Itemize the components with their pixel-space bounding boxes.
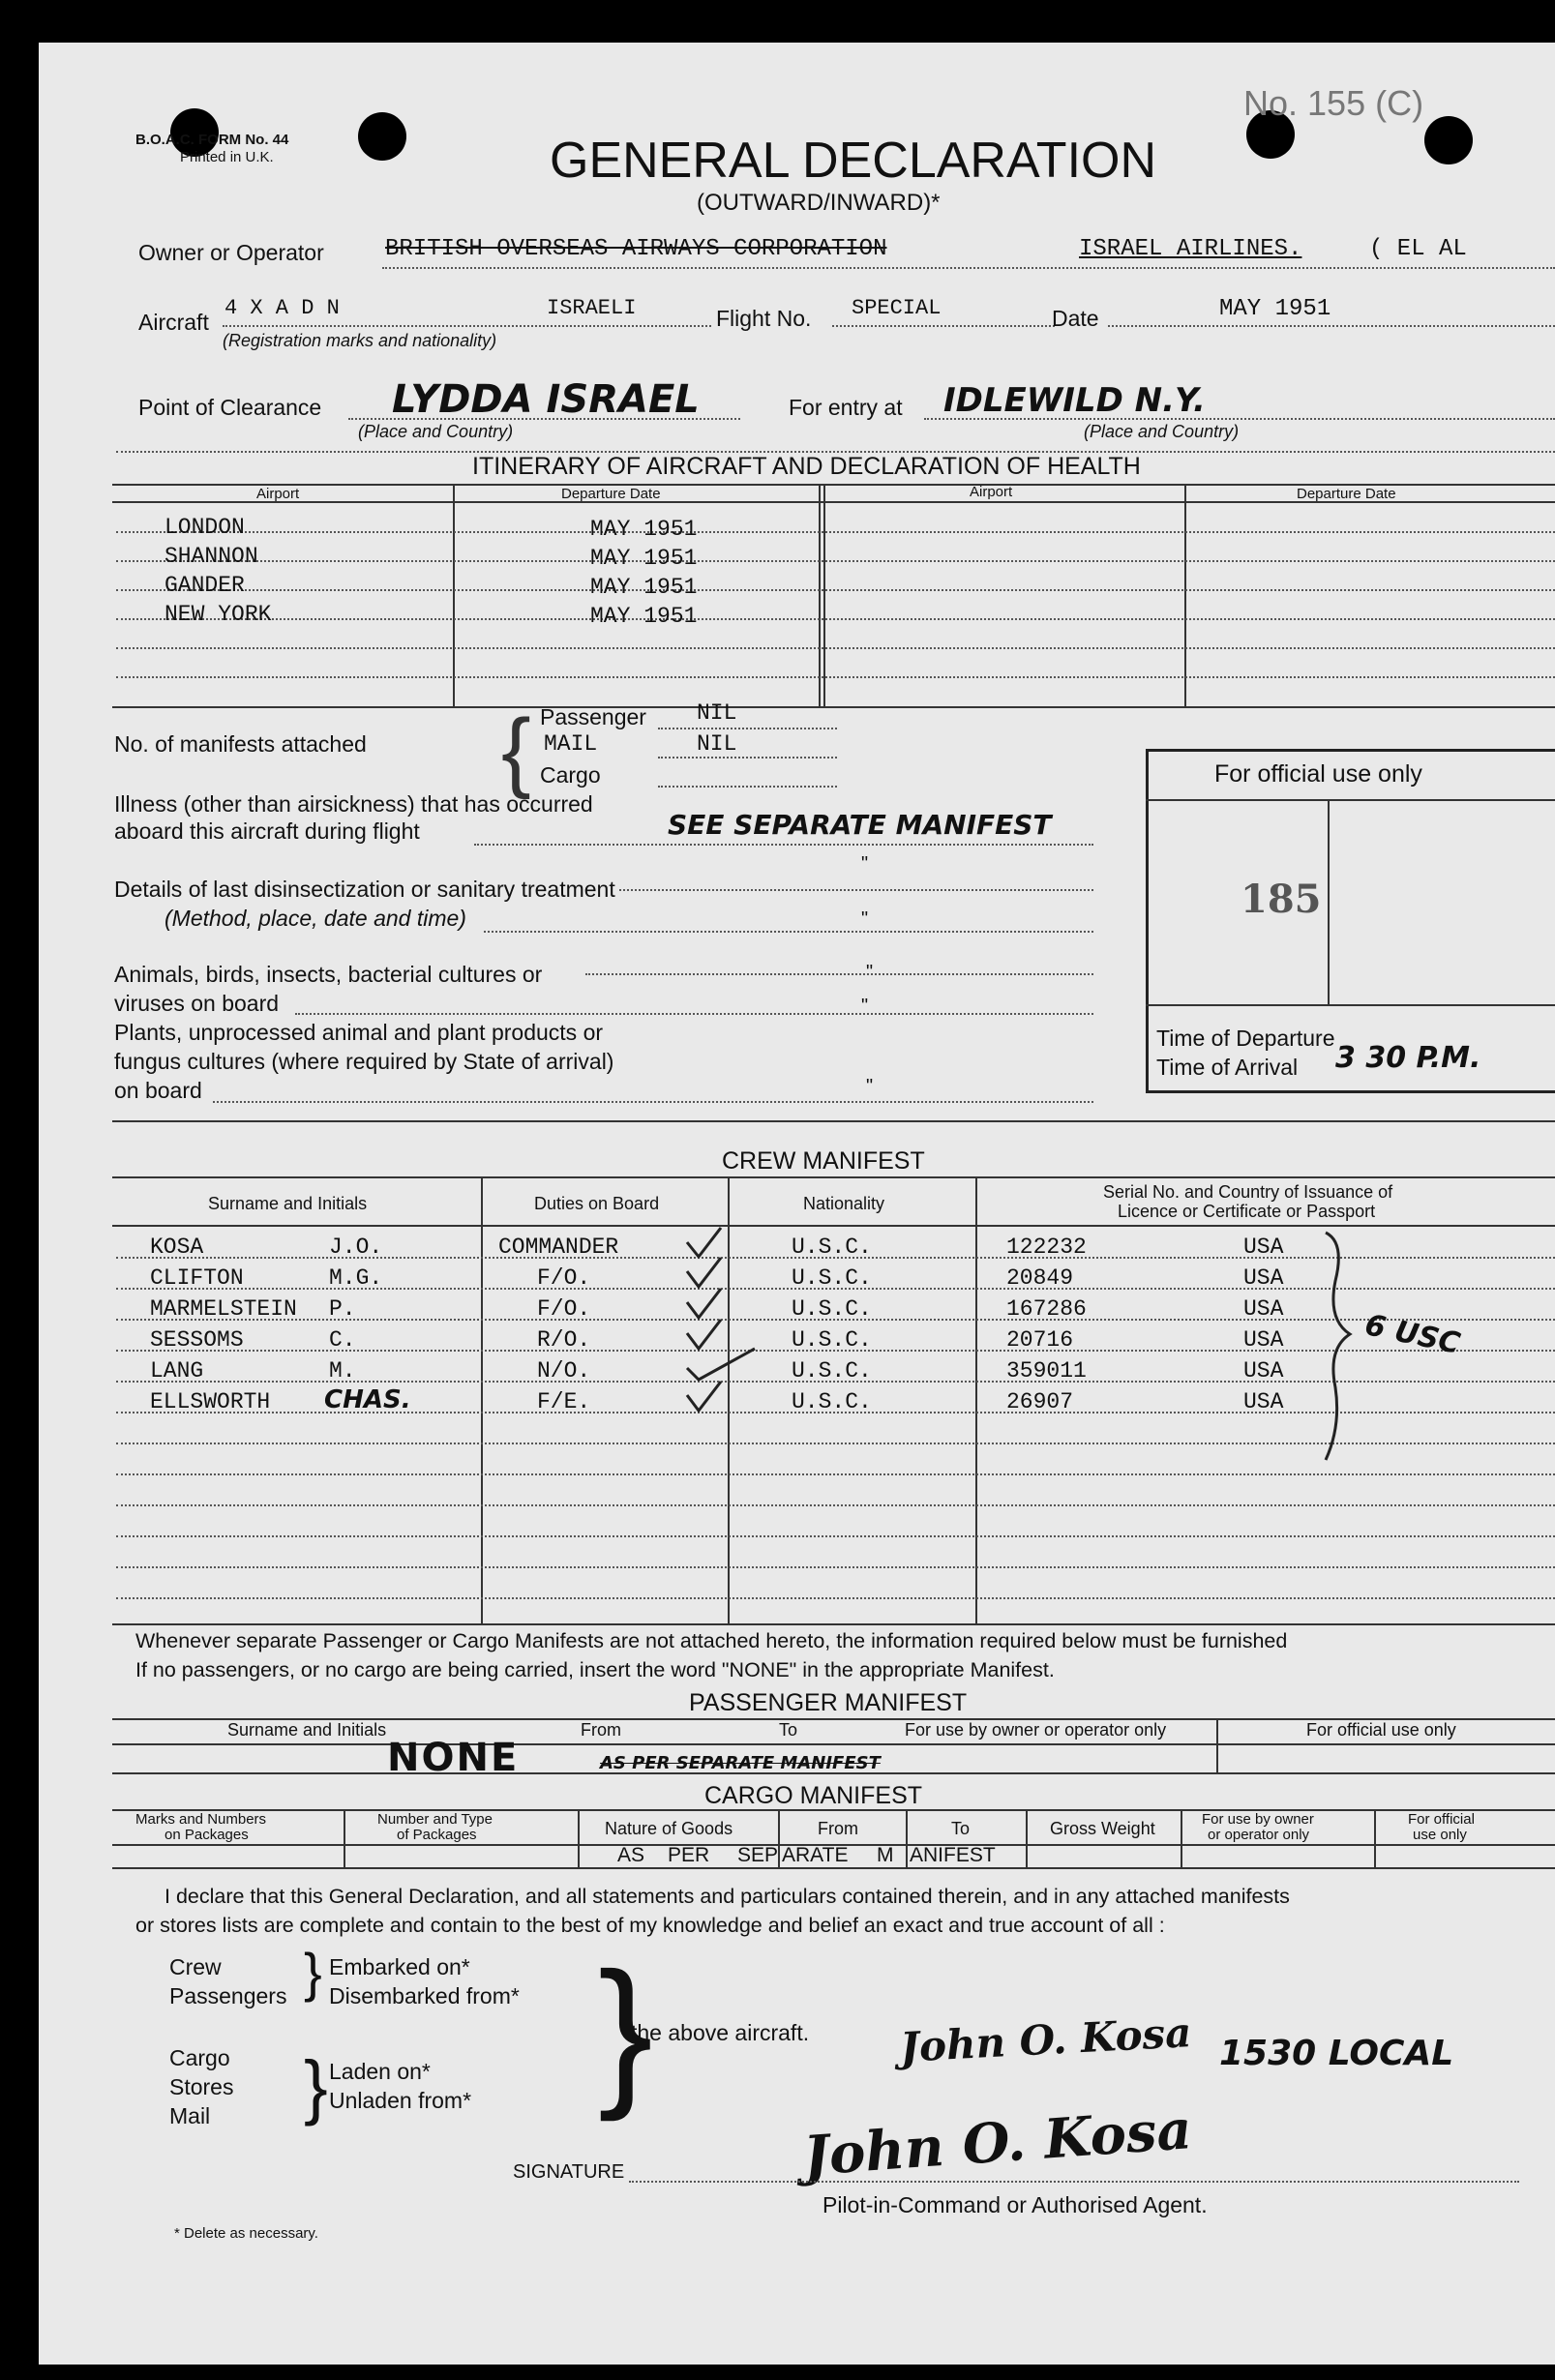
crew-initials: CHAS. <box>324 1385 411 1414</box>
nationality-value: ISRAELI <box>547 296 637 320</box>
manifests-label: No. of manifests attached <box>114 731 367 757</box>
crew-country: USA <box>1243 1235 1284 1260</box>
owner-struck: BRITISH OVERSEAS AIRWAYS CORPORATION <box>385 236 887 262</box>
crew-rule <box>116 1566 1555 1568</box>
crew-duty: F/E. <box>537 1389 591 1414</box>
crew-header-top <box>112 1176 1555 1178</box>
aircraft-underline <box>223 325 711 327</box>
declaration-crew: Crew <box>169 1954 222 1979</box>
crew-surname: SESSOMS <box>150 1327 244 1353</box>
crew-rule <box>116 1504 1555 1506</box>
itinerary-date: MAY 1951 <box>590 604 698 629</box>
declaration-unladen: Unladen from* <box>329 2088 472 2113</box>
check-icon <box>687 1258 721 1287</box>
crew-country: USA <box>1243 1265 1284 1291</box>
crew-duty: N/O. <box>537 1358 591 1383</box>
check-icon <box>687 1228 721 1257</box>
itinerary-date: MAY 1951 <box>590 546 698 571</box>
signature-main: John O. Kosa <box>801 2097 1194 2188</box>
crew-brace-annotation <box>1306 1223 1364 1465</box>
crew-serial: 26907 <box>1006 1389 1074 1414</box>
itinerary-airport: LONDON <box>164 515 245 540</box>
crew-top-rule <box>112 1120 1555 1122</box>
passenger-divider-1 <box>1216 1718 1218 1772</box>
crew-col-serial-1: Serial No. and Country of Issuance of <box>1103 1182 1393 1202</box>
ditto-1: " <box>861 853 869 875</box>
animals-label-2: viruses on board <box>114 991 280 1016</box>
cargo-divider-5 <box>1026 1809 1028 1867</box>
entry-label: For entry at <box>789 395 903 420</box>
passenger-col-official: For official use only <box>1306 1720 1456 1740</box>
crew-col-duties: Duties on Board <box>534 1194 660 1213</box>
form-printed: Printed in U.K. <box>180 149 274 165</box>
notice-line-2: If no passengers, or no cargo are being carried, insert the word "NONE" in the appropriate Manifest. <box>135 1658 1055 1681</box>
flight-value: SPECIAL <box>852 296 942 320</box>
itinerary-divider-3 <box>823 484 825 706</box>
itinerary-rule <box>116 531 1555 533</box>
official-stamp: 185 <box>1241 877 1322 922</box>
cargo-cell: M <box>877 1844 894 1866</box>
disinsect-label-2: (Method, place, date and time) <box>164 906 466 931</box>
aircraft-value: 4 X A D N <box>224 296 340 320</box>
owner-extra: ( EL AL <box>1369 236 1467 262</box>
passenger-col-to: To <box>779 1720 798 1740</box>
declaration-mail: Mail <box>169 2103 211 2128</box>
mail-manifest-underline <box>658 757 837 759</box>
crew-col-serial-2: Licence or Certificate or Passport <box>1118 1202 1376 1221</box>
ditto-5: " <box>866 1076 874 1097</box>
crew-surname: LANG <box>150 1358 204 1383</box>
declaration-brace-2: } <box>304 2046 328 2127</box>
cargo-col-to: To <box>951 1819 971 1838</box>
itinerary-rule <box>116 647 1555 649</box>
official-use-split <box>1328 801 1330 1004</box>
declaration-line-1: I declare that this General Declaration, and all statements and particulars contained therein, and in any attached manifests <box>164 1885 1290 1908</box>
crew-country: USA <box>1243 1296 1284 1322</box>
crew-country: USA <box>1243 1327 1284 1353</box>
aircraft-label: Aircraft <box>138 310 209 335</box>
disinsect-underline-1 <box>619 889 1093 891</box>
crew-annotation: 6 USC <box>1361 1308 1463 1361</box>
cargo-divider-7 <box>1374 1809 1376 1867</box>
passenger-value: NONE <box>387 1736 520 1780</box>
cargo-col-official-1: For official <box>1408 1811 1475 1828</box>
cargo-col-from: From <box>818 1819 858 1838</box>
cargo-header-top <box>112 1809 1555 1811</box>
check-icon <box>687 1349 755 1380</box>
cargo-bottom <box>112 1867 1555 1869</box>
crew-duty: F/O. <box>537 1296 591 1322</box>
passenger-struck-note: AS PER SEPARATE MANIFEST <box>600 1753 881 1773</box>
itinerary-divider-1 <box>453 484 455 706</box>
itinerary-rule <box>116 589 1555 591</box>
crew-surname: CLIFTON <box>150 1265 244 1291</box>
cargo-col-owner-1: For use by owner <box>1202 1811 1314 1828</box>
flight-underline <box>832 325 1055 327</box>
punch-hole-center <box>358 112 406 161</box>
itinerary-col-airport-left: Airport <box>256 486 300 502</box>
crew-checkmarks <box>677 1223 764 1426</box>
cargo-manifest-label: Cargo <box>540 762 601 788</box>
itinerary-airport: GANDER <box>164 573 245 598</box>
cargo-col-marks-2: on Packages <box>164 1827 249 1843</box>
itinerary-col-departure-left: Departure Date <box>561 486 661 502</box>
crew-nationality: U.S.C. <box>792 1235 872 1260</box>
date-label: Date <box>1052 306 1099 331</box>
itinerary-col-departure-right: Departure Date <box>1297 486 1396 502</box>
cargo-cell: SEP <box>737 1844 779 1866</box>
animals-underline-2 <box>295 1013 1093 1015</box>
declaration-laden: Laden on* <box>329 2059 431 2084</box>
crew-bottom <box>112 1623 1555 1625</box>
declaration-passengers: Passengers <box>169 1983 287 2008</box>
crew-duty: COMMANDER <box>498 1235 619 1260</box>
crew-initials: C. <box>329 1327 356 1353</box>
cargo-col-nature: Nature of Goods <box>605 1819 733 1838</box>
signature-line <box>629 2181 1519 2183</box>
itinerary-airport: NEW YORK <box>164 602 272 627</box>
declaration-stores: Stores <box>169 2074 234 2099</box>
time-departure-label: Time of Departure <box>1156 1026 1335 1051</box>
crew-rule <box>116 1473 1555 1475</box>
declaration-big-brace: } <box>598 1939 653 2123</box>
signature-upper: John O. Kosa <box>898 2008 1193 2071</box>
cargo-cell: ARATE <box>782 1844 849 1866</box>
declaration-embarked: Embarked on* <box>329 1954 470 1979</box>
date-value: MAY 1951 <box>1219 296 1331 322</box>
disinsect-label-1: Details of last disinsectization or sanitary treatment <box>114 877 615 902</box>
animals-label-1: Animals, birds, insects, bacterial cultures or <box>114 962 543 987</box>
crew-serial: 20849 <box>1006 1265 1074 1291</box>
crew-country: USA <box>1243 1358 1284 1383</box>
check-icon <box>687 1382 721 1411</box>
cargo-col-weight: Gross Weight <box>1050 1819 1155 1838</box>
crew-serial: 167286 <box>1006 1296 1087 1322</box>
passenger-manifest-value: NIL <box>697 700 737 726</box>
crew-nationality: U.S.C. <box>792 1296 872 1322</box>
cargo-col-number-1: Number and Type <box>377 1811 493 1828</box>
declaration-cargo: Cargo <box>169 2045 230 2070</box>
disinsect-underline-2 <box>484 931 1093 933</box>
owner-value: ISRAEL AIRLINES. <box>1079 236 1302 262</box>
owner-label: Owner or Operator <box>138 240 324 265</box>
declaration-the-above: the above aircraft. <box>631 2020 810 2045</box>
check-icon <box>687 1320 721 1349</box>
itinerary-col-airport-right: Airport <box>970 484 1013 500</box>
mail-manifest-label: MAIL <box>544 731 598 757</box>
itinerary-rule <box>116 560 1555 562</box>
crew-initials: M.G. <box>329 1265 383 1291</box>
passenger-col-owner: For use by owner or operator only <box>905 1720 1167 1740</box>
crew-initials: P. <box>329 1296 356 1322</box>
crew-rule <box>116 1535 1555 1537</box>
passenger-manifest-underline <box>658 728 837 729</box>
form-serial-number: No. 155 (C) <box>1243 83 1424 123</box>
cargo-manifest-underline <box>658 786 837 788</box>
passenger-col-from: From <box>581 1720 621 1740</box>
itinerary-rule <box>116 618 1555 620</box>
itinerary-title: ITINERARY OF AIRCRAFT AND DECLARATION OF HEALTH <box>472 453 1141 480</box>
crew-nationality: U.S.C. <box>792 1389 872 1414</box>
crew-serial: 20716 <box>1006 1327 1074 1353</box>
declaration-sheet <box>39 43 1555 2365</box>
time-arrival-value: 3 30 P.M. <box>1335 1041 1481 1075</box>
crew-nationality: U.S.C. <box>792 1327 872 1353</box>
owner-underline <box>382 267 1555 269</box>
crew-rule <box>116 1597 1555 1599</box>
notice-line-1: Whenever separate Passenger or Cargo Manifests are not attached hereto, the information required below must be furnished <box>135 1629 1288 1652</box>
ditto-2: " <box>861 908 869 930</box>
pilot-label: Pilot-in-Command or Authorised Agent. <box>822 2192 1208 2217</box>
entry-underline <box>924 418 1555 420</box>
itinerary-divider-4 <box>1184 484 1186 706</box>
plants-label-1: Plants, unprocessed animal and plant products or <box>114 1020 604 1045</box>
signature-label: SIGNATURE <box>513 2161 625 2183</box>
crew-nationality: U.S.C. <box>792 1358 872 1383</box>
crew-col-surname: Surname and Initials <box>208 1194 368 1213</box>
illness-label-1: Illness (other than airsickness) that has occurred <box>114 791 593 817</box>
cargo-divider-3 <box>778 1809 780 1867</box>
manifests-brace: { <box>501 701 531 800</box>
crew-title: CREW MANIFEST <box>722 1147 925 1175</box>
declaration-brace-1: } <box>304 1942 322 2003</box>
punch-hole-far-right <box>1424 116 1473 164</box>
plants-underline <box>213 1101 1093 1103</box>
crew-country: USA <box>1243 1389 1284 1414</box>
illness-underline <box>474 844 1093 846</box>
crew-duty: F/O. <box>537 1265 591 1291</box>
official-use-title: For official use only <box>1214 760 1422 788</box>
crew-initials: J.O. <box>329 1235 383 1260</box>
form-subtitle: (OUTWARD/INWARD)* <box>697 190 941 216</box>
ditto-4: " <box>861 996 869 1017</box>
cargo-cell: ANIFEST <box>910 1844 996 1866</box>
crew-serial: 359011 <box>1006 1358 1087 1383</box>
entry-place-note: (Place and Country) <box>1084 422 1240 441</box>
cargo-col-official-2: use only <box>1413 1827 1467 1843</box>
animals-underline-1 <box>585 973 1093 975</box>
cargo-col-number-2: of Packages <box>397 1827 477 1843</box>
passenger-col-surname: Surname and Initials <box>227 1720 387 1740</box>
crew-nationality: U.S.C. <box>792 1265 872 1291</box>
crew-surname: MARMELSTEIN <box>150 1296 297 1322</box>
plants-label-3: on board <box>114 1078 202 1103</box>
cargo-divider-1 <box>344 1809 345 1867</box>
official-use-lower-rule <box>1146 1004 1555 1006</box>
declaration-disembarked: Disembarked from* <box>329 1983 520 2008</box>
passenger-manifest-label: Passenger <box>540 704 646 729</box>
form-title: GENERAL DECLARATION <box>550 133 1157 189</box>
crew-divider-1 <box>481 1176 483 1623</box>
itinerary-bottom <box>112 706 1555 708</box>
official-use-divider <box>1146 799 1555 801</box>
declaration-line-2: or stores lists are complete and contain to the best of my knowledge and belief an exact and true account of all : <box>135 1914 1165 1937</box>
itinerary-rule <box>116 676 1555 678</box>
registration-note: (Registration marks and nationality) <box>223 331 497 350</box>
crew-initials: M. <box>329 1358 356 1383</box>
clearance-place-note: (Place and Country) <box>358 422 514 441</box>
illness-value: SEE SEPARATE MANIFEST <box>668 809 1052 841</box>
itinerary-date: MAY 1951 <box>590 575 698 600</box>
date-underline <box>1108 325 1555 327</box>
clearance-value: LYDDA ISRAEL <box>392 377 700 422</box>
cargo-col-marks-1: Marks and Numbers <box>135 1811 267 1828</box>
plants-label-2: fungus cultures (where required by State of arrival) <box>114 1049 614 1074</box>
itinerary-date: MAY 1951 <box>590 517 698 542</box>
crew-duty: R/O. <box>537 1327 591 1353</box>
passenger-title: PASSENGER MANIFEST <box>689 1689 968 1716</box>
cargo-divider-4 <box>906 1809 908 1867</box>
crew-divider-3 <box>975 1176 977 1623</box>
mail-manifest-value: NIL <box>697 731 737 757</box>
cargo-cell: PER <box>668 1844 710 1866</box>
cargo-cell: AS <box>617 1844 645 1866</box>
crew-surname: KOSA <box>150 1235 204 1260</box>
crew-serial: 122232 <box>1006 1235 1087 1260</box>
flight-label: Flight No. <box>716 306 812 331</box>
clearance-underline <box>348 418 740 420</box>
itinerary-airport: SHANNON <box>164 544 258 569</box>
entry-value: IDLEWILD N.Y. <box>943 381 1206 420</box>
passenger-header-bottom <box>112 1743 1555 1745</box>
form-code: B.O.A.C. FORM No. 44 <box>135 132 289 148</box>
cargo-title: CARGO MANIFEST <box>704 1782 923 1809</box>
check-icon <box>687 1289 721 1318</box>
itinerary-divider-2 <box>819 484 821 706</box>
footnote: * Delete as necessary. <box>174 2225 318 2242</box>
crew-surname: ELLSWORTH <box>150 1389 271 1414</box>
illness-label-2: aboard this aircraft during flight <box>114 818 420 844</box>
cargo-divider-6 <box>1181 1809 1182 1867</box>
clearance-label: Point of Clearance <box>138 395 322 420</box>
crew-col-nationality: Nationality <box>803 1194 885 1213</box>
cargo-col-owner-2: or operator only <box>1208 1827 1310 1843</box>
cargo-divider-2 <box>578 1809 580 1867</box>
signature-time: 1530 LOCAL <box>1219 2034 1454 2073</box>
ditto-3: " <box>866 962 874 983</box>
time-arrival-label: Time of Arrival <box>1156 1055 1299 1080</box>
